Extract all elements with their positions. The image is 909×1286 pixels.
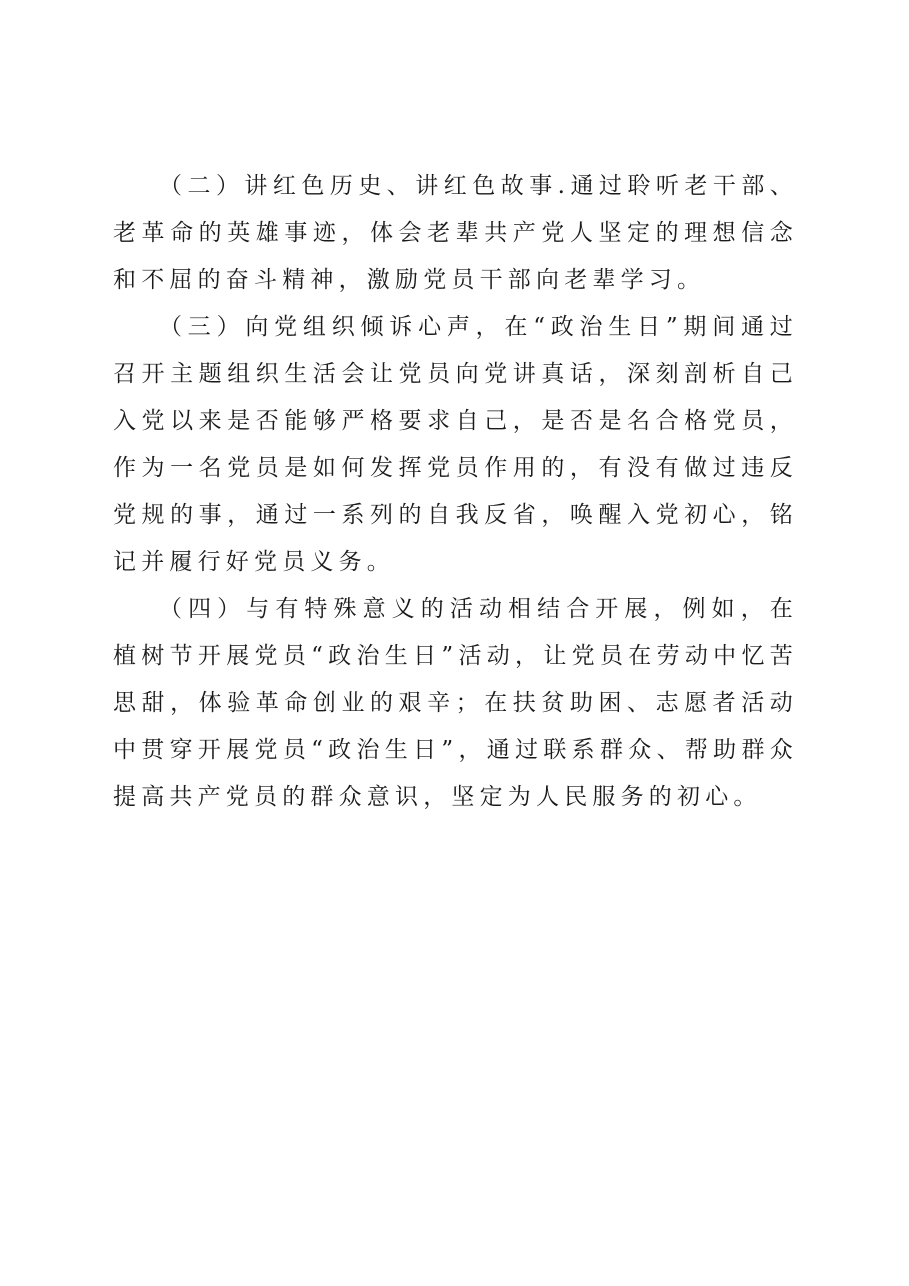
paragraph-section-2: （二）讲红色历史、讲红色故事.通过聆听老干部、老革命的英雄事迹，体会老辈共产党人坚定的理想信念和不屈的奋斗精神，激励党员干部向老辈学习。	[113, 173, 798, 293]
document-body	[113, 163, 798, 821]
paragraph-section-4: （四）与有特殊意义的活动相结合开展，例如，在植树节开展党员“政治生日”活动，让党员在劳动中忆苦思甜，体验革命创业的艰辛；在扶贫助困、志愿者活动中贯穿开展党员“政治生日”，通过联系群众、帮助群众提高共产党员的群众意识，坚定为人民服务的初心。	[113, 596, 798, 810]
paragraph-section-3: （三）向党组织倾诉心声，在“政治生日”期间通过召开主题组织生活会让党员向党讲真话，深刻剖析自己入党以来是否能够严格要求自己，是否是名合格党员，作为一名党员是如何发挥党员作用的，有没有做过违反党规的事，通过一系列的自我反省，唤醒入党初心，铭记并履行好党员义务。	[113, 314, 798, 575]
